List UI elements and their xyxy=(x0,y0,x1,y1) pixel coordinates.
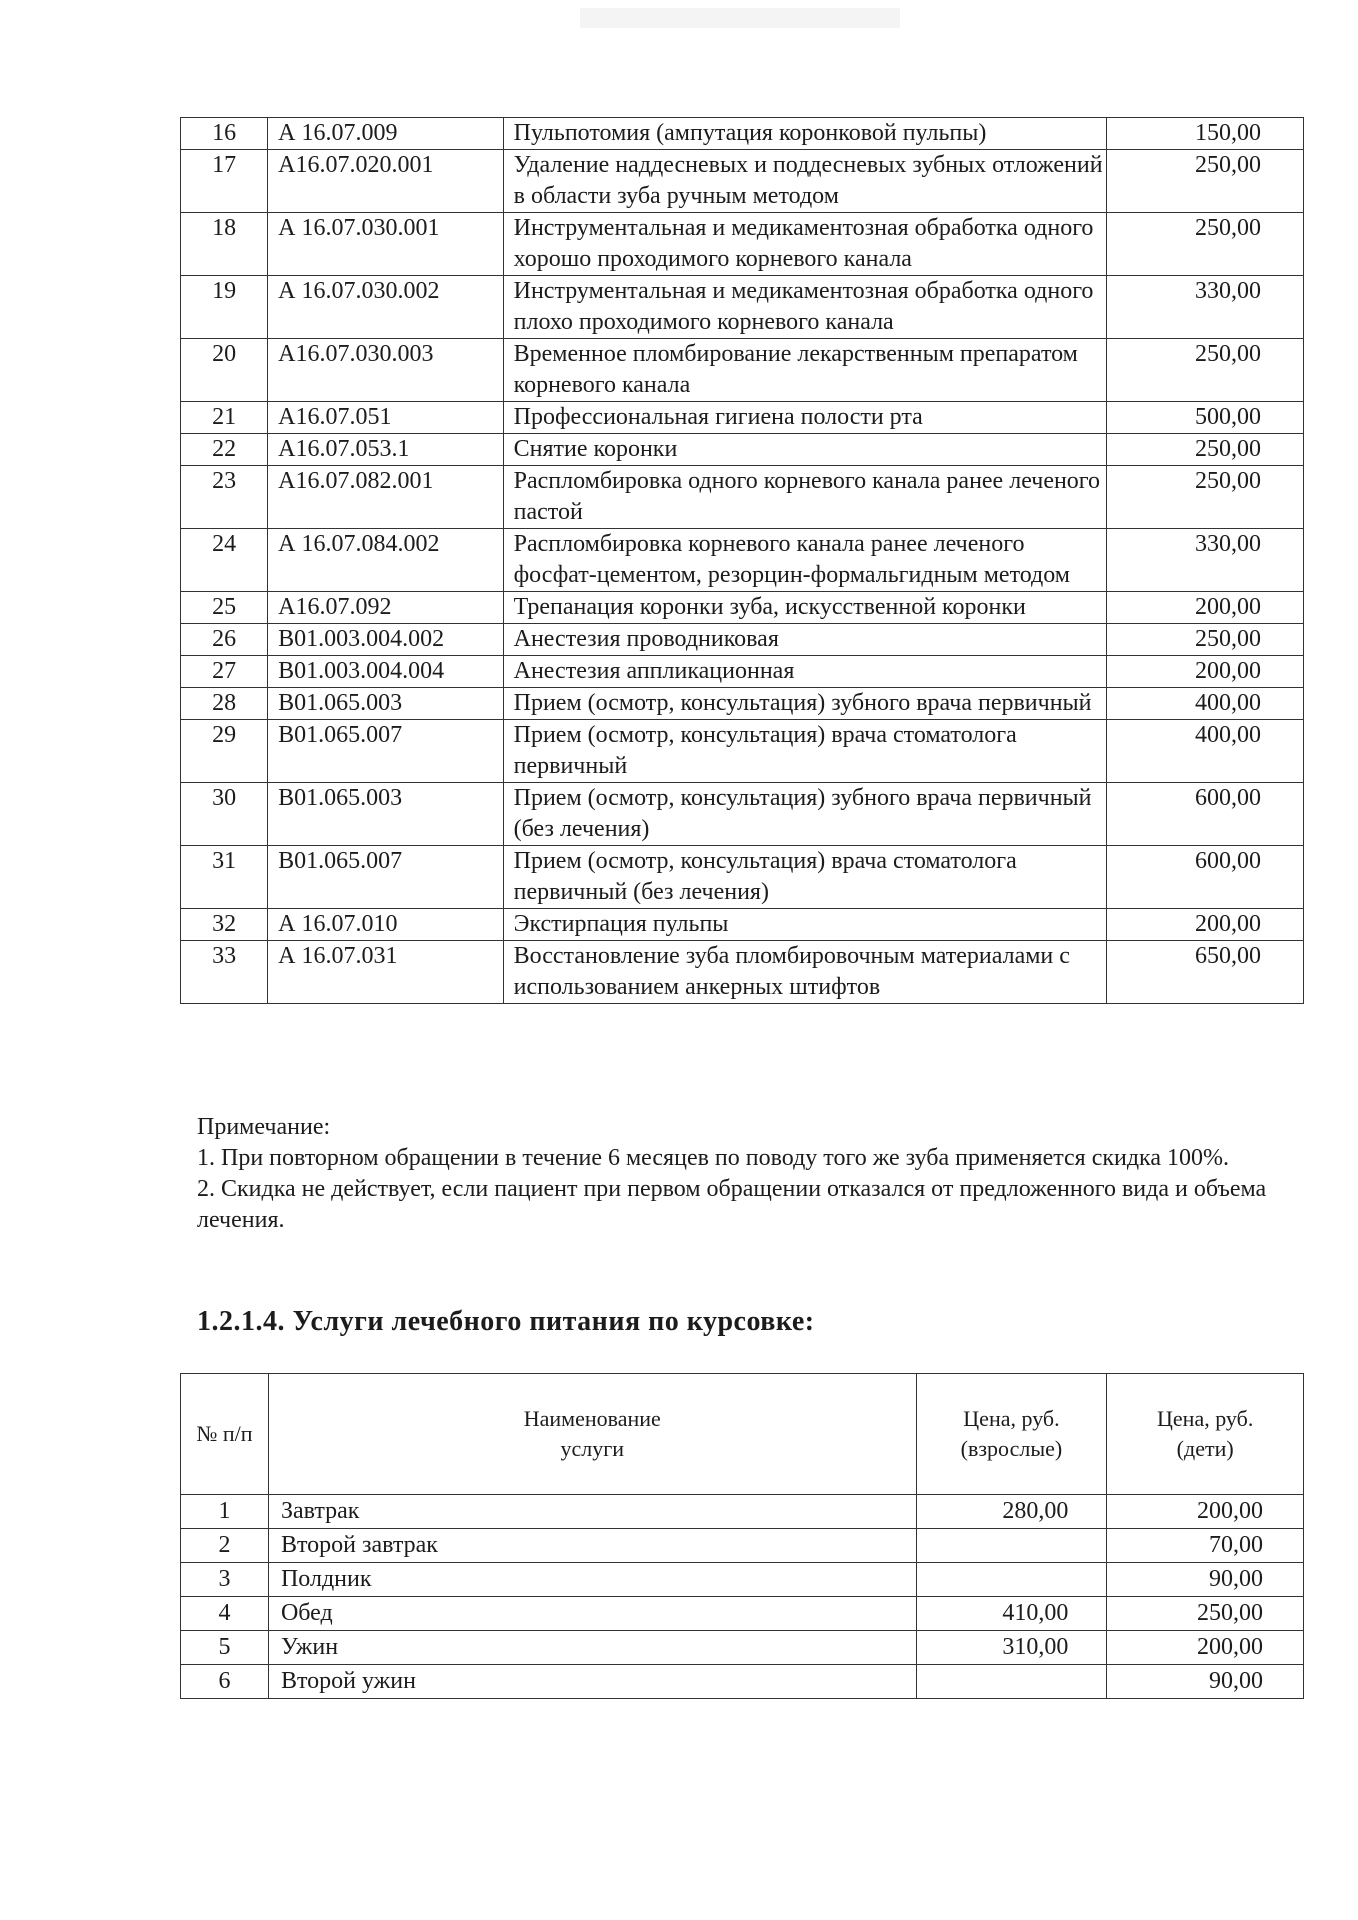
row-number: 30 xyxy=(181,783,268,846)
child-price: 200,00 xyxy=(1107,1495,1304,1529)
adult-price xyxy=(916,1665,1107,1699)
row-number: 24 xyxy=(181,529,268,592)
table-row xyxy=(181,783,1304,846)
table-row xyxy=(181,688,1304,720)
table-row xyxy=(181,846,1304,909)
service-code: В01.003.004.004 xyxy=(268,656,503,688)
service-price: 250,00 xyxy=(1107,434,1304,466)
service-name: Снятие коронки xyxy=(503,434,1107,466)
nutrition-table-header xyxy=(181,1374,1304,1495)
service-code: А 16.07.030.002 xyxy=(268,276,503,339)
row-number: 32 xyxy=(181,909,268,941)
adult-price xyxy=(916,1529,1107,1563)
row-number: 21 xyxy=(181,402,268,434)
service-code: В01.065.007 xyxy=(268,720,503,783)
table-row xyxy=(181,720,1304,783)
row-number: 5 xyxy=(181,1631,269,1665)
service-code: А16.07.020.001 xyxy=(268,150,503,213)
table-row xyxy=(181,1563,1304,1597)
row-number: 2 xyxy=(181,1529,269,1563)
table-row xyxy=(181,466,1304,529)
notes-block xyxy=(197,1112,1277,1236)
dental-services-table xyxy=(180,117,1304,1004)
service-code: А16.07.082.001 xyxy=(268,466,503,529)
meal-name: Завтрак xyxy=(268,1495,916,1529)
service-price: 250,00 xyxy=(1107,624,1304,656)
table-row xyxy=(181,213,1304,276)
service-name: Экстирпация пульпы xyxy=(503,909,1107,941)
row-number: 19 xyxy=(181,276,268,339)
service-name: Временное пломбирование лекарственным препаратом корневого канала xyxy=(503,339,1107,402)
service-price: 400,00 xyxy=(1107,720,1304,783)
service-name: Распломбировка одного корневого канала ранее леченого пастой xyxy=(503,466,1107,529)
row-number: 17 xyxy=(181,150,268,213)
faint-header-mark xyxy=(580,8,900,28)
service-price: 500,00 xyxy=(1107,402,1304,434)
service-code: В01.065.003 xyxy=(268,688,503,720)
service-price: 250,00 xyxy=(1107,466,1304,529)
row-number: 28 xyxy=(181,688,268,720)
service-code: А 16.07.009 xyxy=(268,118,503,150)
notes-title: Примечание: xyxy=(197,1114,331,1140)
header-child-text: Цена, руб. (дети) xyxy=(1157,1406,1254,1461)
table-row xyxy=(181,1665,1304,1699)
row-number: 22 xyxy=(181,434,268,466)
header-adult-text: Цена, руб. (взрослые) xyxy=(960,1406,1063,1461)
service-price: 200,00 xyxy=(1107,592,1304,624)
service-price: 250,00 xyxy=(1107,339,1304,402)
service-price: 200,00 xyxy=(1107,909,1304,941)
service-code: А16.07.092 xyxy=(268,592,503,624)
row-number: 25 xyxy=(181,592,268,624)
header-child-price xyxy=(1107,1374,1304,1495)
service-price: 600,00 xyxy=(1107,783,1304,846)
table-row xyxy=(181,592,1304,624)
nutrition-table-body xyxy=(181,1495,1304,1699)
service-name: Удаление наддесневых и поддесневых зубных отложений в области зуба ручным методом xyxy=(503,150,1107,213)
row-number: 27 xyxy=(181,656,268,688)
dental-services-table-body xyxy=(181,118,1304,1004)
service-name: Прием (осмотр, консультация) врача стоматолога первичный xyxy=(503,720,1107,783)
child-price: 90,00 xyxy=(1107,1665,1304,1699)
service-price: 150,00 xyxy=(1107,118,1304,150)
service-code: А 16.07.031 xyxy=(268,941,503,1004)
meal-name: Второй ужин xyxy=(268,1665,916,1699)
child-price: 90,00 xyxy=(1107,1563,1304,1597)
table-row xyxy=(181,276,1304,339)
service-code: А16.07.030.003 xyxy=(268,339,503,402)
service-code: А 16.07.010 xyxy=(268,909,503,941)
row-number: 1 xyxy=(181,1495,269,1529)
service-name: Восстановление зуба пломбировочным материалами с использованием анкерных штифтов xyxy=(503,941,1107,1004)
row-number: 23 xyxy=(181,466,268,529)
header-name-text: Наименование услуги xyxy=(523,1406,661,1461)
header-row xyxy=(181,1374,1304,1495)
service-name: Прием (осмотр, консультация) зубного врача первичный (без лечения) xyxy=(503,783,1107,846)
service-code: В01.065.007 xyxy=(268,846,503,909)
service-code: А 16.07.030.001 xyxy=(268,213,503,276)
service-name: Инструментальная и медикаментозная обработка одного хорошо проходимого корневого канала xyxy=(503,213,1107,276)
row-number: 18 xyxy=(181,213,268,276)
adult-price: 310,00 xyxy=(916,1631,1107,1665)
child-price: 200,00 xyxy=(1107,1631,1304,1665)
service-code: А16.07.051 xyxy=(268,402,503,434)
service-price: 600,00 xyxy=(1107,846,1304,909)
meal-name: Полдник xyxy=(268,1563,916,1597)
service-code: А 16.07.084.002 xyxy=(268,529,503,592)
row-number: 16 xyxy=(181,118,268,150)
row-number: 26 xyxy=(181,624,268,656)
service-name: Прием (осмотр, консультация) зубного врача первичный xyxy=(503,688,1107,720)
service-price: 200,00 xyxy=(1107,656,1304,688)
service-code: А16.07.053.1 xyxy=(268,434,503,466)
service-name: Пульпотомия (ампутация коронковой пульпы) xyxy=(503,118,1107,150)
row-number: 20 xyxy=(181,339,268,402)
child-price: 250,00 xyxy=(1107,1597,1304,1631)
table-row xyxy=(181,339,1304,402)
service-name: Анестезия аппликационная xyxy=(503,656,1107,688)
header-num: № п/п xyxy=(181,1374,269,1495)
row-number: 33 xyxy=(181,941,268,1004)
service-price: 650,00 xyxy=(1107,941,1304,1004)
adult-price: 280,00 xyxy=(916,1495,1107,1529)
section-heading: 1.2.1.4. Услуги лечебного питания по курсовке: xyxy=(197,1306,815,1337)
row-number: 4 xyxy=(181,1597,269,1631)
row-number: 6 xyxy=(181,1665,269,1699)
service-price: 250,00 xyxy=(1107,150,1304,213)
row-number: 29 xyxy=(181,720,268,783)
note-item-2: 2. Скидка не действует, если пациент при первом обращении отказался от предложенного вида и объема лечения. xyxy=(197,1176,1267,1233)
header-name xyxy=(268,1374,916,1495)
table-row xyxy=(181,1495,1304,1529)
table-row xyxy=(181,1597,1304,1631)
service-name: Анестезия проводниковая xyxy=(503,624,1107,656)
nutrition-services-table xyxy=(180,1373,1304,1699)
row-number: 31 xyxy=(181,846,268,909)
service-price: 250,00 xyxy=(1107,213,1304,276)
header-adult-price xyxy=(916,1374,1107,1495)
service-name: Профессиональная гигиена полости рта xyxy=(503,402,1107,434)
table-row xyxy=(181,150,1304,213)
table-row xyxy=(181,529,1304,592)
service-price: 330,00 xyxy=(1107,276,1304,339)
service-name: Прием (осмотр, консультация) врача стоматолога первичный (без лечения) xyxy=(503,846,1107,909)
meal-name: Ужин xyxy=(268,1631,916,1665)
adult-price xyxy=(916,1563,1107,1597)
service-price: 400,00 xyxy=(1107,688,1304,720)
table-row xyxy=(181,402,1304,434)
table-row xyxy=(181,656,1304,688)
table-row xyxy=(181,118,1304,150)
table-row xyxy=(181,1631,1304,1665)
service-name: Инструментальная и медикаментозная обработка одного плохо проходимого корневого канала xyxy=(503,276,1107,339)
table-row xyxy=(181,434,1304,466)
service-name: Трепанация коронки зуба, искусственной коронки xyxy=(503,592,1107,624)
meal-name: Обед xyxy=(268,1597,916,1631)
table-row xyxy=(181,909,1304,941)
note-item-1: 1. При повторном обращении в течение 6 месяцев по поводу того же зуба применяется скидка 100%. xyxy=(197,1145,1229,1171)
meal-name: Второй завтрак xyxy=(268,1529,916,1563)
row-number: 3 xyxy=(181,1563,269,1597)
child-price: 70,00 xyxy=(1107,1529,1304,1563)
service-code: В01.003.004.002 xyxy=(268,624,503,656)
service-price: 330,00 xyxy=(1107,529,1304,592)
service-code: В01.065.003 xyxy=(268,783,503,846)
table-row xyxy=(181,624,1304,656)
table-row xyxy=(181,1529,1304,1563)
table-row xyxy=(181,941,1304,1004)
service-name: Распломбировка корневого канала ранее леченого фосфат-цементом, резорцин-формальгидным методом xyxy=(503,529,1107,592)
adult-price: 410,00 xyxy=(916,1597,1107,1631)
